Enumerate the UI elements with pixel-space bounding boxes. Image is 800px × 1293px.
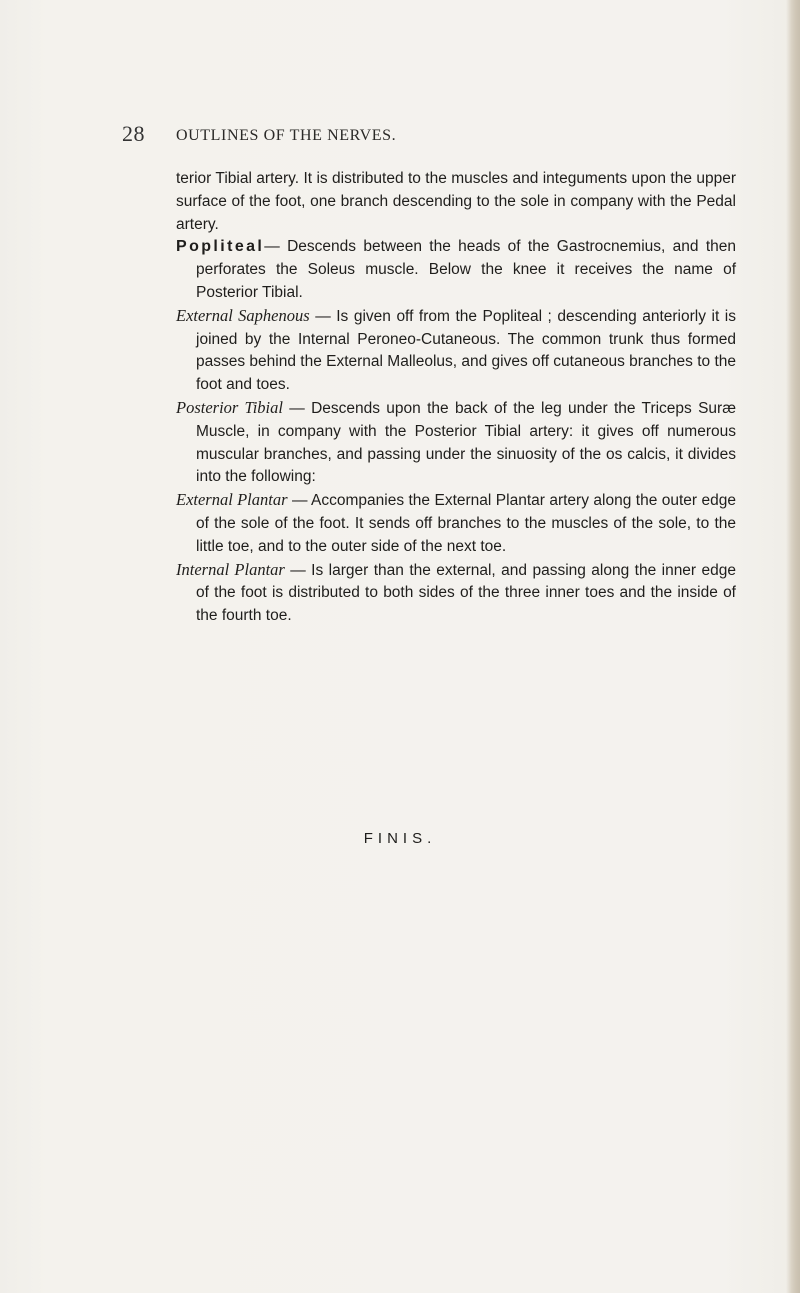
paragraph-term: Posterior Tibial xyxy=(176,397,283,417)
finis-text: FINIS. xyxy=(363,830,437,847)
body-text xyxy=(176,168,736,628)
paragraph-term: Internal Plantar xyxy=(176,559,285,579)
paragraph-external-saphenous xyxy=(176,305,736,397)
paragraph-continuation xyxy=(176,168,736,236)
running-head: OUTLINES OF THE NERVES. xyxy=(176,127,397,144)
paragraph-external-plantar xyxy=(176,489,736,558)
paragraph-body: — Accompanies the External Plantar artery along the outer edge of the sole of the foot. It sends off branches to the muscles of the sole, to the little toe, and to the outer side of the next toe. xyxy=(196,492,736,555)
page-number: 28 xyxy=(122,121,145,146)
paragraph-term: External Plantar xyxy=(176,490,288,510)
page-edge xyxy=(786,0,800,1293)
paragraph-popliteal xyxy=(176,236,736,304)
page-header xyxy=(0,123,800,147)
paragraph-internal-plantar xyxy=(176,559,736,628)
paragraph-term: External Saphenous xyxy=(176,305,310,325)
paragraph-body: — Descends between the heads of the Gastrocnemius, and then perforates the Soleus muscle. Below the knee it receives the name of Posterior Tibial. xyxy=(196,238,736,301)
paragraph-posterior-tibial xyxy=(176,397,736,489)
paragraph-term: Popliteal xyxy=(176,238,265,256)
paragraph-body: — Is given off from the Popliteal ; descending anteriorly it is joined by the Internal Peroneo-Cutaneous. The common trunk thus formed passes behind the External Malleolus, and gives off cutaneous branches to the foot and toes. xyxy=(196,307,736,394)
paragraph-body: terior Tibial artery. It is distributed to the muscles and integuments upon the upper surface of the foot, one branch descending to the sole in company with the Pedal artery. xyxy=(176,170,736,233)
paragraph-body: — Descends upon the back of the leg under the Triceps Suræ Muscle, in company with the Posterior Tibial artery: it gives off numerous muscular branches, and passing under the sinuosity of the os calcis, it divides into the following: xyxy=(196,399,736,486)
paragraph-body: — Is larger than the external, and passing along the inner edge of the foot is distributed to both sides of the three inner toes and the inside of the fourth toe. xyxy=(196,561,737,625)
